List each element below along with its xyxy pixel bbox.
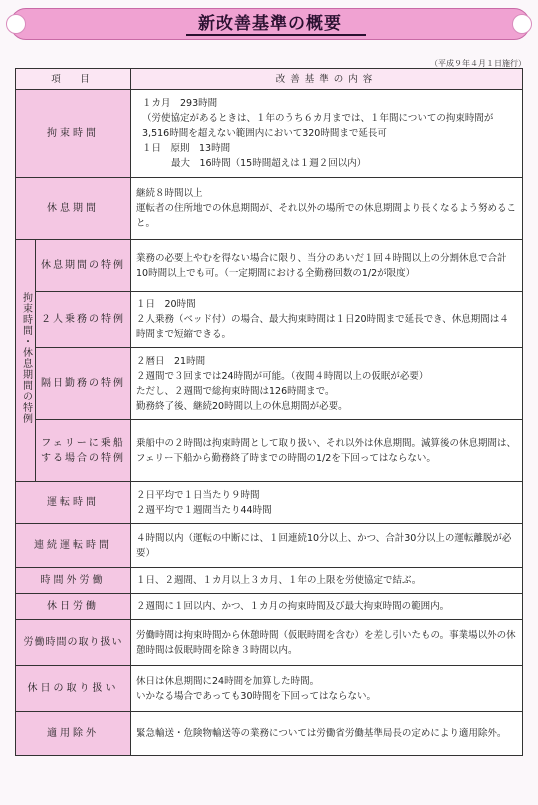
table-row [16,524,523,568]
row-content: 労働時間は拘束時間から休憩時間（仮眠時間を含む）を差し引いたもの。事業場以外の休憩時間は仮眠時間を除き３時間以内。 [131,620,523,666]
row-label: 拘束時間 [16,90,131,178]
row-label: 休日の取り扱い [16,666,131,712]
row-label: 休息期間の特例 [36,240,131,292]
row-label: 労働時間の取り扱い [16,620,131,666]
row-label: 休息期間 [16,178,131,240]
table-row [16,420,523,482]
row-label: フェリーに乗船する場合の特例 [36,420,131,482]
table-row [16,594,523,620]
header-content: 改善基準の内容 [131,69,523,90]
row-content: 乗船中の２時間は拘束時間として取り扱い、それ以外は休息期間。減算後の休息期間は、フェリー下船から勤務終了時までの時間の1/2を下回ってはならない。 [131,420,523,482]
row-content: 業務の必要上やむを得ない場合に限り、当分のあいだ１回４時間以上の分割休息で合計10時間以上でも可。（一定期間における全勤務回数の1/2が限度） [131,240,523,292]
row-content: 緊急輸送・危険物輸送等の業務については労働省労働基準局長の定めにより適用除外。 [131,712,523,756]
table-row [16,712,523,756]
row-content: １日、２週間、１カ月以上３カ月、１年の上限を労使協定で結ぶ。 [131,568,523,594]
row-label: 運転時間 [16,482,131,524]
table-row [16,178,523,240]
table-row [16,666,523,712]
enforcement-date: （平成９年４月１日施行） [430,59,526,68]
row-content: ４時間以内（運転の中断には、１回連続10分以上、かつ、合計30分以上の運転離脱が必要） [131,524,523,568]
table-row [16,292,523,348]
group-label: 拘束時間・休息期間の特例 [16,240,36,482]
row-label: ２人乗務の特例 [36,292,131,348]
title-banner [10,8,530,40]
row-content: ２暦日 21時間 ２週間で３回までは24時間が可能。（夜間４時間以上の仮眠が必要） ただし、２週間で総拘束時間は126時間まで。 勤務終了後、継続20時間以上の休息期間が必要。 [131,348,523,420]
row-content: １カ月 293時間 （労使協定があるときは、１年のうち６カ月までは、１年間についての拘束時間が3,516時間を超えない範囲内において320時間まで延長可 １日 原則 13時間 最大 16時間（15時間超えは１週２回以内） [131,90,523,178]
row-label: 時間外労働 [16,568,131,594]
row-label: 休日労働 [16,594,131,620]
row-content: ２週間に１回以内、かつ、１カ月の拘束時間及び最大拘束時間の範囲内。 [131,594,523,620]
right-circle-decoration [512,14,532,34]
title-underline [186,34,366,36]
row-label: 適用除外 [16,712,131,756]
row-content: 休日は休息期間に24時間を加算した時間。 いかなる場合であっても30時間を下回ってはならない。 [131,666,523,712]
table-row [16,620,523,666]
page-title: 新改善基準の概要 [198,14,342,34]
table-row [16,90,523,178]
table-row [16,482,523,524]
header-row [16,69,523,90]
left-circle-decoration [6,14,26,34]
row-content: ２日平均で１日当たり９時間 ２週平均で１週間当たり44時間 [131,482,523,524]
header-item: 項 目 [16,69,131,90]
table-row [16,568,523,594]
table-row [16,348,523,420]
row-content: 継続８時間以上 運転者の住所地での休息期間が、それ以外の場所での休息期間より長くなるよう努めること。 [131,178,523,240]
row-label: 隔日勤務の特例 [36,348,131,420]
standards-table [15,68,523,756]
table-row [16,240,523,292]
row-content: １日 20時間 ２人乗務（ベッド付）の場合、最大拘束時間は１日20時間まで延長でき、休息期間は４時間まで短縮できる。 [131,292,523,348]
row-label: 連続運転時間 [16,524,131,568]
